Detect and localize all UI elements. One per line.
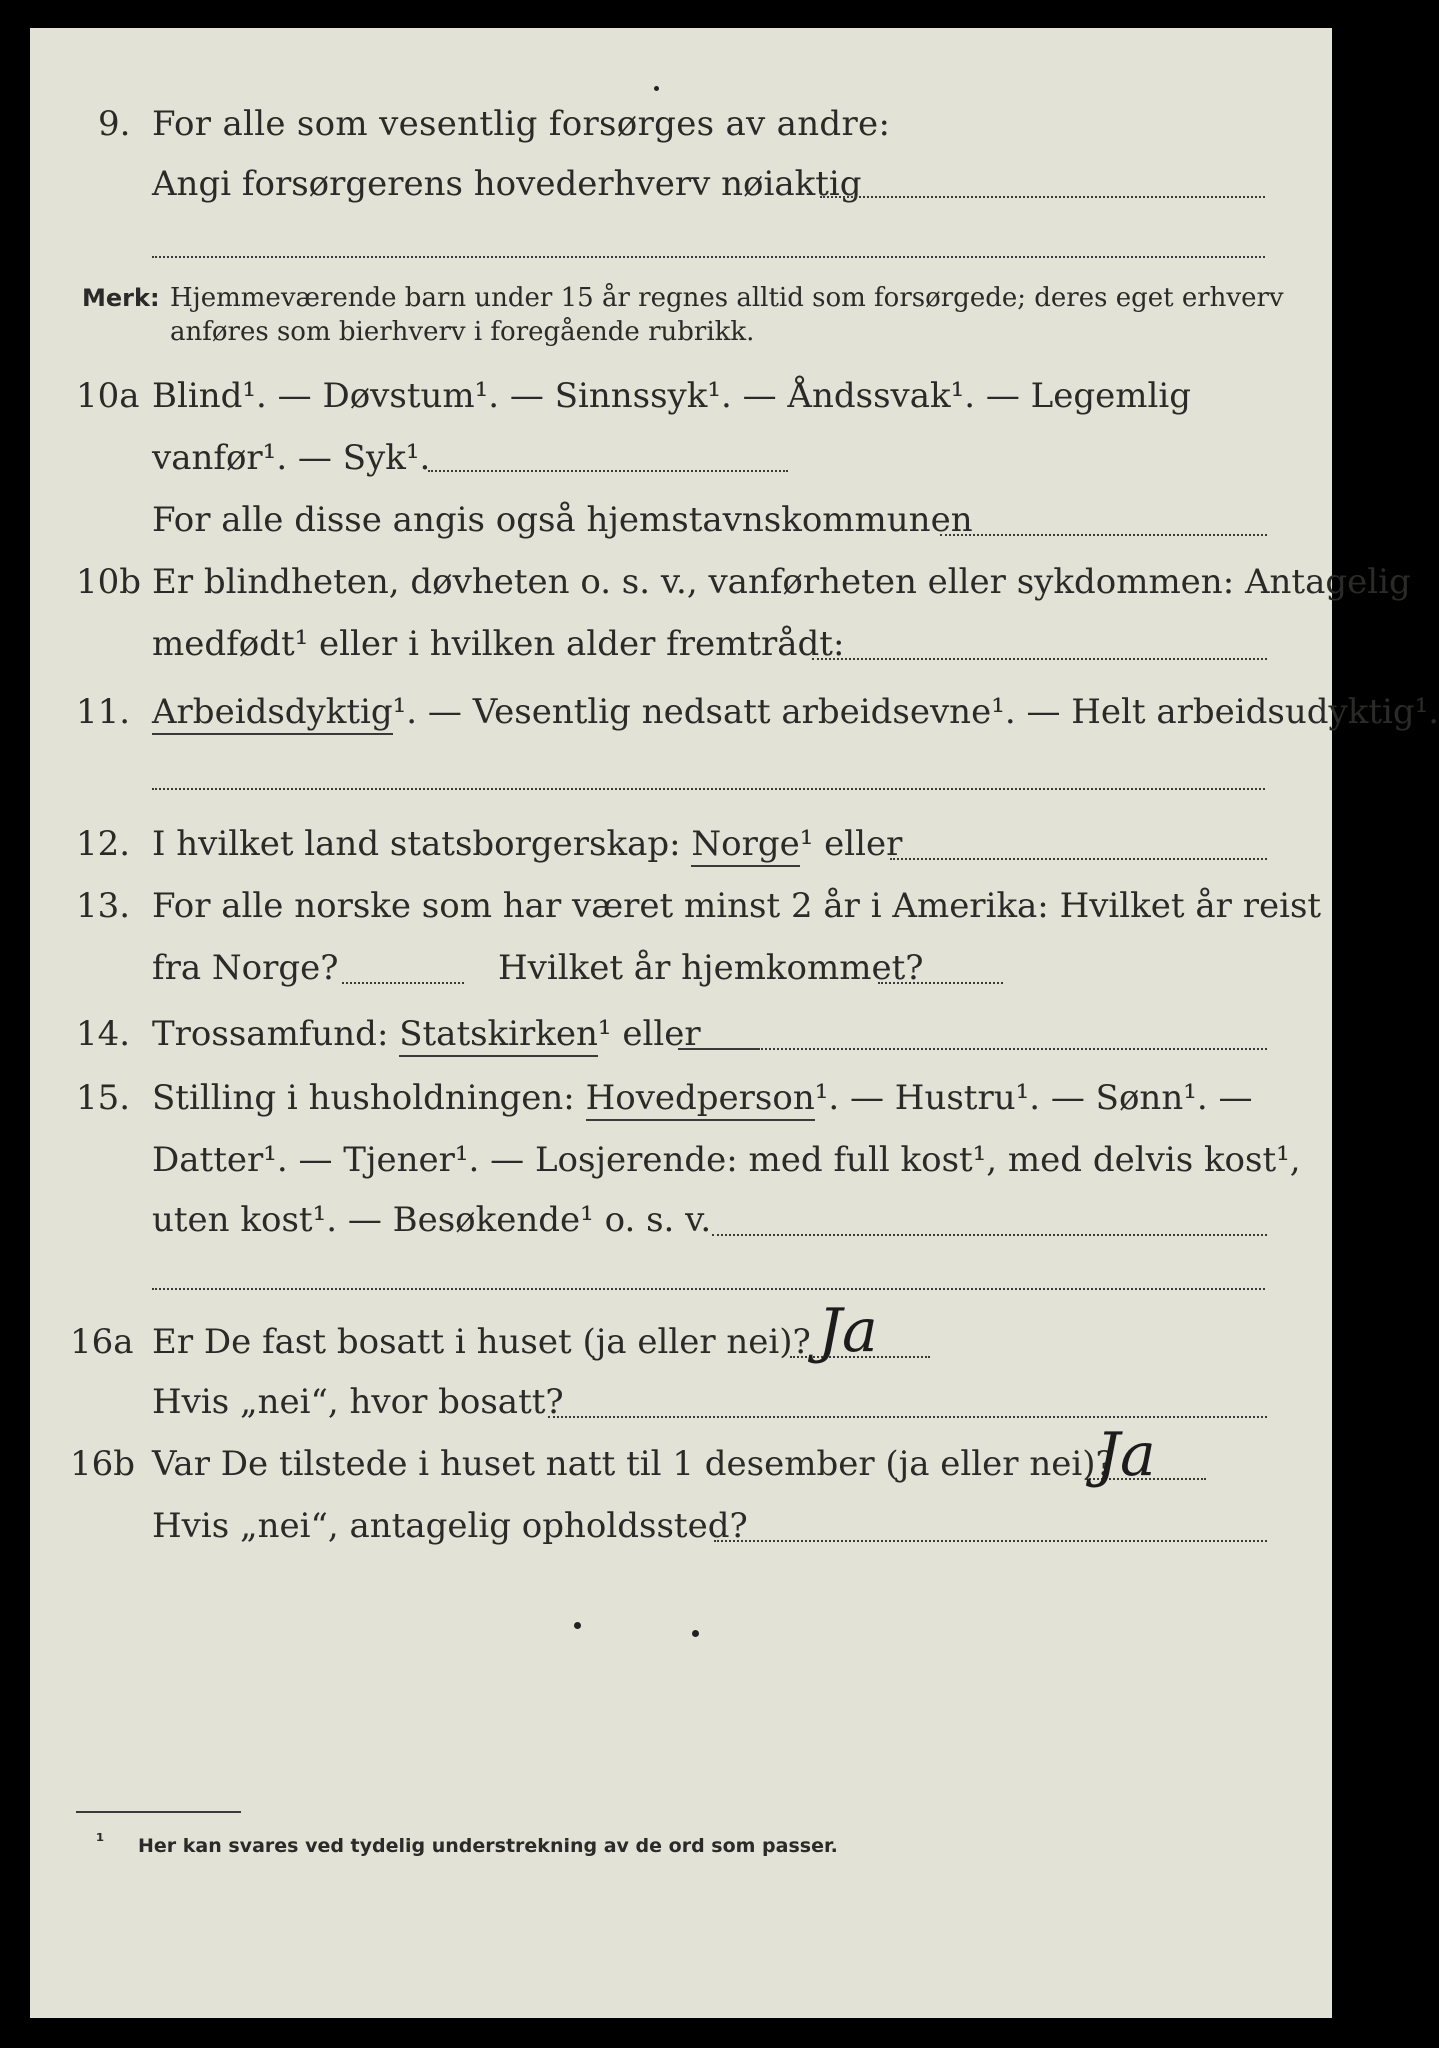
q13-line2a: fra Norge? [152, 948, 339, 988]
q13-number: 13. [76, 886, 131, 926]
q15-line1 [152, 1078, 1252, 1118]
q16b-line2: Hvis „nei“, antagelig opholdssted? [152, 1506, 748, 1546]
q12-line [152, 824, 902, 864]
q9-answer-line [820, 196, 1265, 198]
q14-prefix: Trossamfund: [152, 1014, 389, 1054]
q14-number: 14. [76, 1014, 131, 1054]
q13-hjemkommet-line [878, 982, 1003, 984]
q13-line2b: Hvilket år hjemkommet? [498, 948, 924, 988]
merk-label: Merk: [82, 284, 160, 312]
q15-number: 15. [76, 1078, 131, 1118]
q10b-line1: Er blindheten, døvheten o. s. v., vanførheten eller sykdommen: Antagelig [152, 562, 1411, 602]
q16b-handwritten-answer: Ja [1096, 1420, 1156, 1490]
q10b-number: 10b [76, 562, 142, 602]
q13-reist-line [342, 982, 464, 984]
q12-number: 12. [76, 824, 131, 864]
q12-option-norge[interactable]: Norge [691, 824, 799, 867]
q16a-line2: Hvis „nei“, hvor bosatt? [152, 1382, 564, 1422]
q16a-number: 16a [70, 1322, 134, 1362]
q16a-handwritten-answer: Ja [818, 1296, 878, 1366]
q11-line [152, 692, 1439, 732]
q11-option-arbeidsdyktig[interactable]: Arbeidsdyktig [152, 692, 393, 735]
q14-answer-line [758, 1048, 1267, 1050]
q15-answer-line-2 [152, 1288, 1265, 1290]
q15-answer-line [712, 1234, 1267, 1236]
footnote-text: Her kan svares ved tydelig understrekning av de ord som passer. [138, 1835, 838, 1857]
q9-line1: For alle som vesentlig forsørges av andre: [152, 104, 891, 144]
q16b-line1: Var De tilstede i huset natt til 1 desember (ja eller nei)? [152, 1444, 1114, 1484]
q12-suffix: ¹ eller [799, 824, 903, 864]
q10a-line3: For alle disse angis også hjemstavnskommunen [152, 500, 973, 540]
paper-speck [692, 1630, 699, 1637]
paper-speck [574, 1622, 581, 1629]
q9-line2: Angi forsørgerens hovederhverv nøiaktig [152, 164, 862, 204]
q16a-bosatt-line [548, 1416, 1267, 1418]
q15-prefix: Stilling i husholdningen: [152, 1078, 575, 1118]
census-form-page [30, 28, 1439, 2018]
q14-suffix: ¹ eller [597, 1014, 701, 1054]
q10a-line2: vanfør¹. — Syk¹. [152, 438, 431, 478]
q15-line1-rest: ¹. — Hustru¹. — Sønn¹. — [814, 1078, 1253, 1118]
q11-answer-line [152, 788, 1265, 790]
merk-line1: Hjemmeværende barn under 15 år regnes alltid som forsørgede; deres eget erhverv [170, 283, 1284, 313]
q10a-kommune-line [940, 534, 1267, 536]
q14-option-statskirken[interactable]: Statskirken [399, 1014, 598, 1057]
q16b-opholdssted-line [714, 1540, 1267, 1542]
paper-speck [654, 86, 659, 91]
q13-line1: For alle norske som har været minst 2 år i Amerika: Hvilket år reist [152, 886, 1322, 926]
q12-prefix: I hvilket land statsborgerskap: [152, 824, 681, 864]
q15-line2: Datter¹. — Tjener¹. — Losjerende: med full kost¹, med delvis kost¹, [152, 1140, 1301, 1180]
q10a-answer-line [428, 470, 788, 472]
q11-rest: ¹. — Vesentlig nedsatt arbeidsevne¹. — Helt arbeidsudyktig¹. [392, 692, 1439, 732]
footnote-rule [76, 1811, 241, 1813]
q14-line [152, 1014, 701, 1054]
q11-number: 11. [76, 692, 131, 732]
q12-answer-line [890, 858, 1267, 860]
merk-line2: anføres som bierhverv i foregående rubrikk. [170, 317, 755, 347]
q9-answer-line-2 [152, 256, 1265, 258]
q10a-number: 10a [76, 376, 140, 416]
q16a-line1: Er De fast bosatt i huset (ja eller nei)? [152, 1322, 811, 1362]
q16b-number: 16b [70, 1444, 136, 1484]
q10b-answer-line [812, 658, 1267, 660]
footnote-mark: ¹ [96, 1830, 105, 1852]
q9-number: 9. [98, 104, 131, 144]
q10b-line2: medfødt¹ eller i hvilken alder fremtrådt: [152, 624, 845, 664]
q10a-line1: Blind¹. — Døvstum¹. — Sinnssyk¹. — Åndssvak¹. — Legemlig [152, 376, 1191, 416]
q14-answer-stroke [678, 1048, 758, 1050]
q15-line3: uten kost¹. — Besøkende¹ o. s. v. [152, 1200, 712, 1240]
q15-option-hovedperson[interactable]: Hovedperson [586, 1078, 815, 1121]
